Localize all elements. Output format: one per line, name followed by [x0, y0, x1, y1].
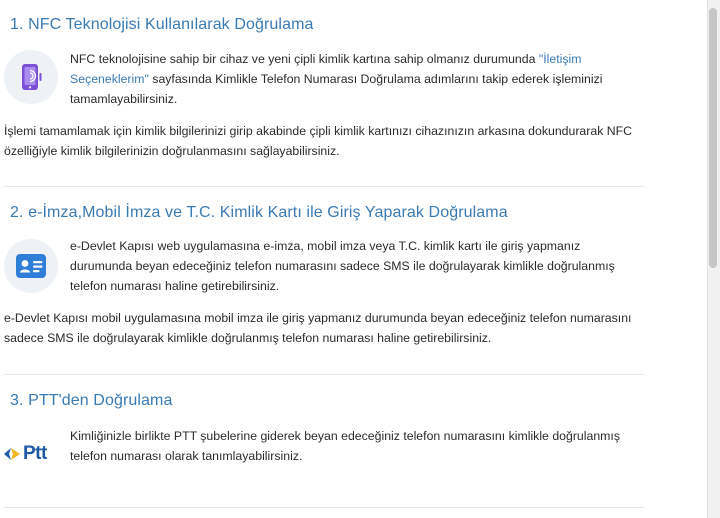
section-nfc-description — [70, 49, 645, 109]
iletisim-secenekleri-link[interactable]: "İletişim Seçeneklerim" — [70, 52, 582, 86]
section-eimza-detail: e-Devlet Kapısı mobil uygulamasına mobil imza ile giriş yapmanız durumunda beyan edeceğiniz telefon numarasını sadece SMS ile doğrulayarak kimlikle doğrulanmış telefon numarası haline getirebilirsiniz. — [4, 311, 632, 345]
ptt-logo-icon — [2, 441, 62, 467]
section-divider — [4, 507, 644, 508]
nfc-text-before: NFC teknolojisine sahip bir cihaz ve yeni çipli kimlik kartına sahip olmanız durumunda — [70, 52, 539, 66]
ptt-logo-text: Ptt — [23, 443, 47, 464]
section-ptt-description: Kimliğinizle birlikte PTT şubelerine giderek beyan edeceğiniz telefon numarasını kimlikle doğrulanmış telefon numarası olarak tanımlayabilirsiniz. — [70, 429, 620, 463]
nfc-phone-icon — [4, 50, 58, 104]
section-divider — [4, 186, 644, 187]
scrollbar-thumb[interactable] — [709, 8, 717, 268]
section-eimza-description: e-Devlet Kapısı web uygulamasına e-imza, mobil imza veya T.C. kimlik kartı ile giriş yapmanız durumunda beyan edeceğiniz telefon numarasını sadece SMS ile doğrulayarak kimlikle doğrulanmış telefon numarası haline getirebilirsiniz. — [70, 239, 615, 293]
section-title-nfc: 1. NFC Teknolojisi Kullanılarak Doğrulama — [10, 16, 314, 33]
section-divider — [4, 374, 644, 375]
section-title-eimza: 2. e-İmza,Mobil İmza ve T.C. Kimlik Kartı ile Giriş Yaparak Doğrulama — [10, 204, 508, 221]
id-card-icon — [4, 239, 58, 293]
nfc-text-after: sayfasında Kimlikle Telefon Numarası Doğrulama adımlarını takip ederek işleminizi tamamlayabilirsiniz. — [70, 72, 603, 106]
section-title-ptt: 3. PTT'den Doğrulama — [10, 392, 173, 409]
section-nfc-detail: İşlemi tamamlamak için kimlik bilgilerinizi girip akabinde çipli kimlik kartınızı cihazınızın arkasına dokundurarak NFC özelliğiyle kimlik bilgilerinizin doğrulanmasını sağlayabilirsiniz. — [4, 124, 633, 158]
